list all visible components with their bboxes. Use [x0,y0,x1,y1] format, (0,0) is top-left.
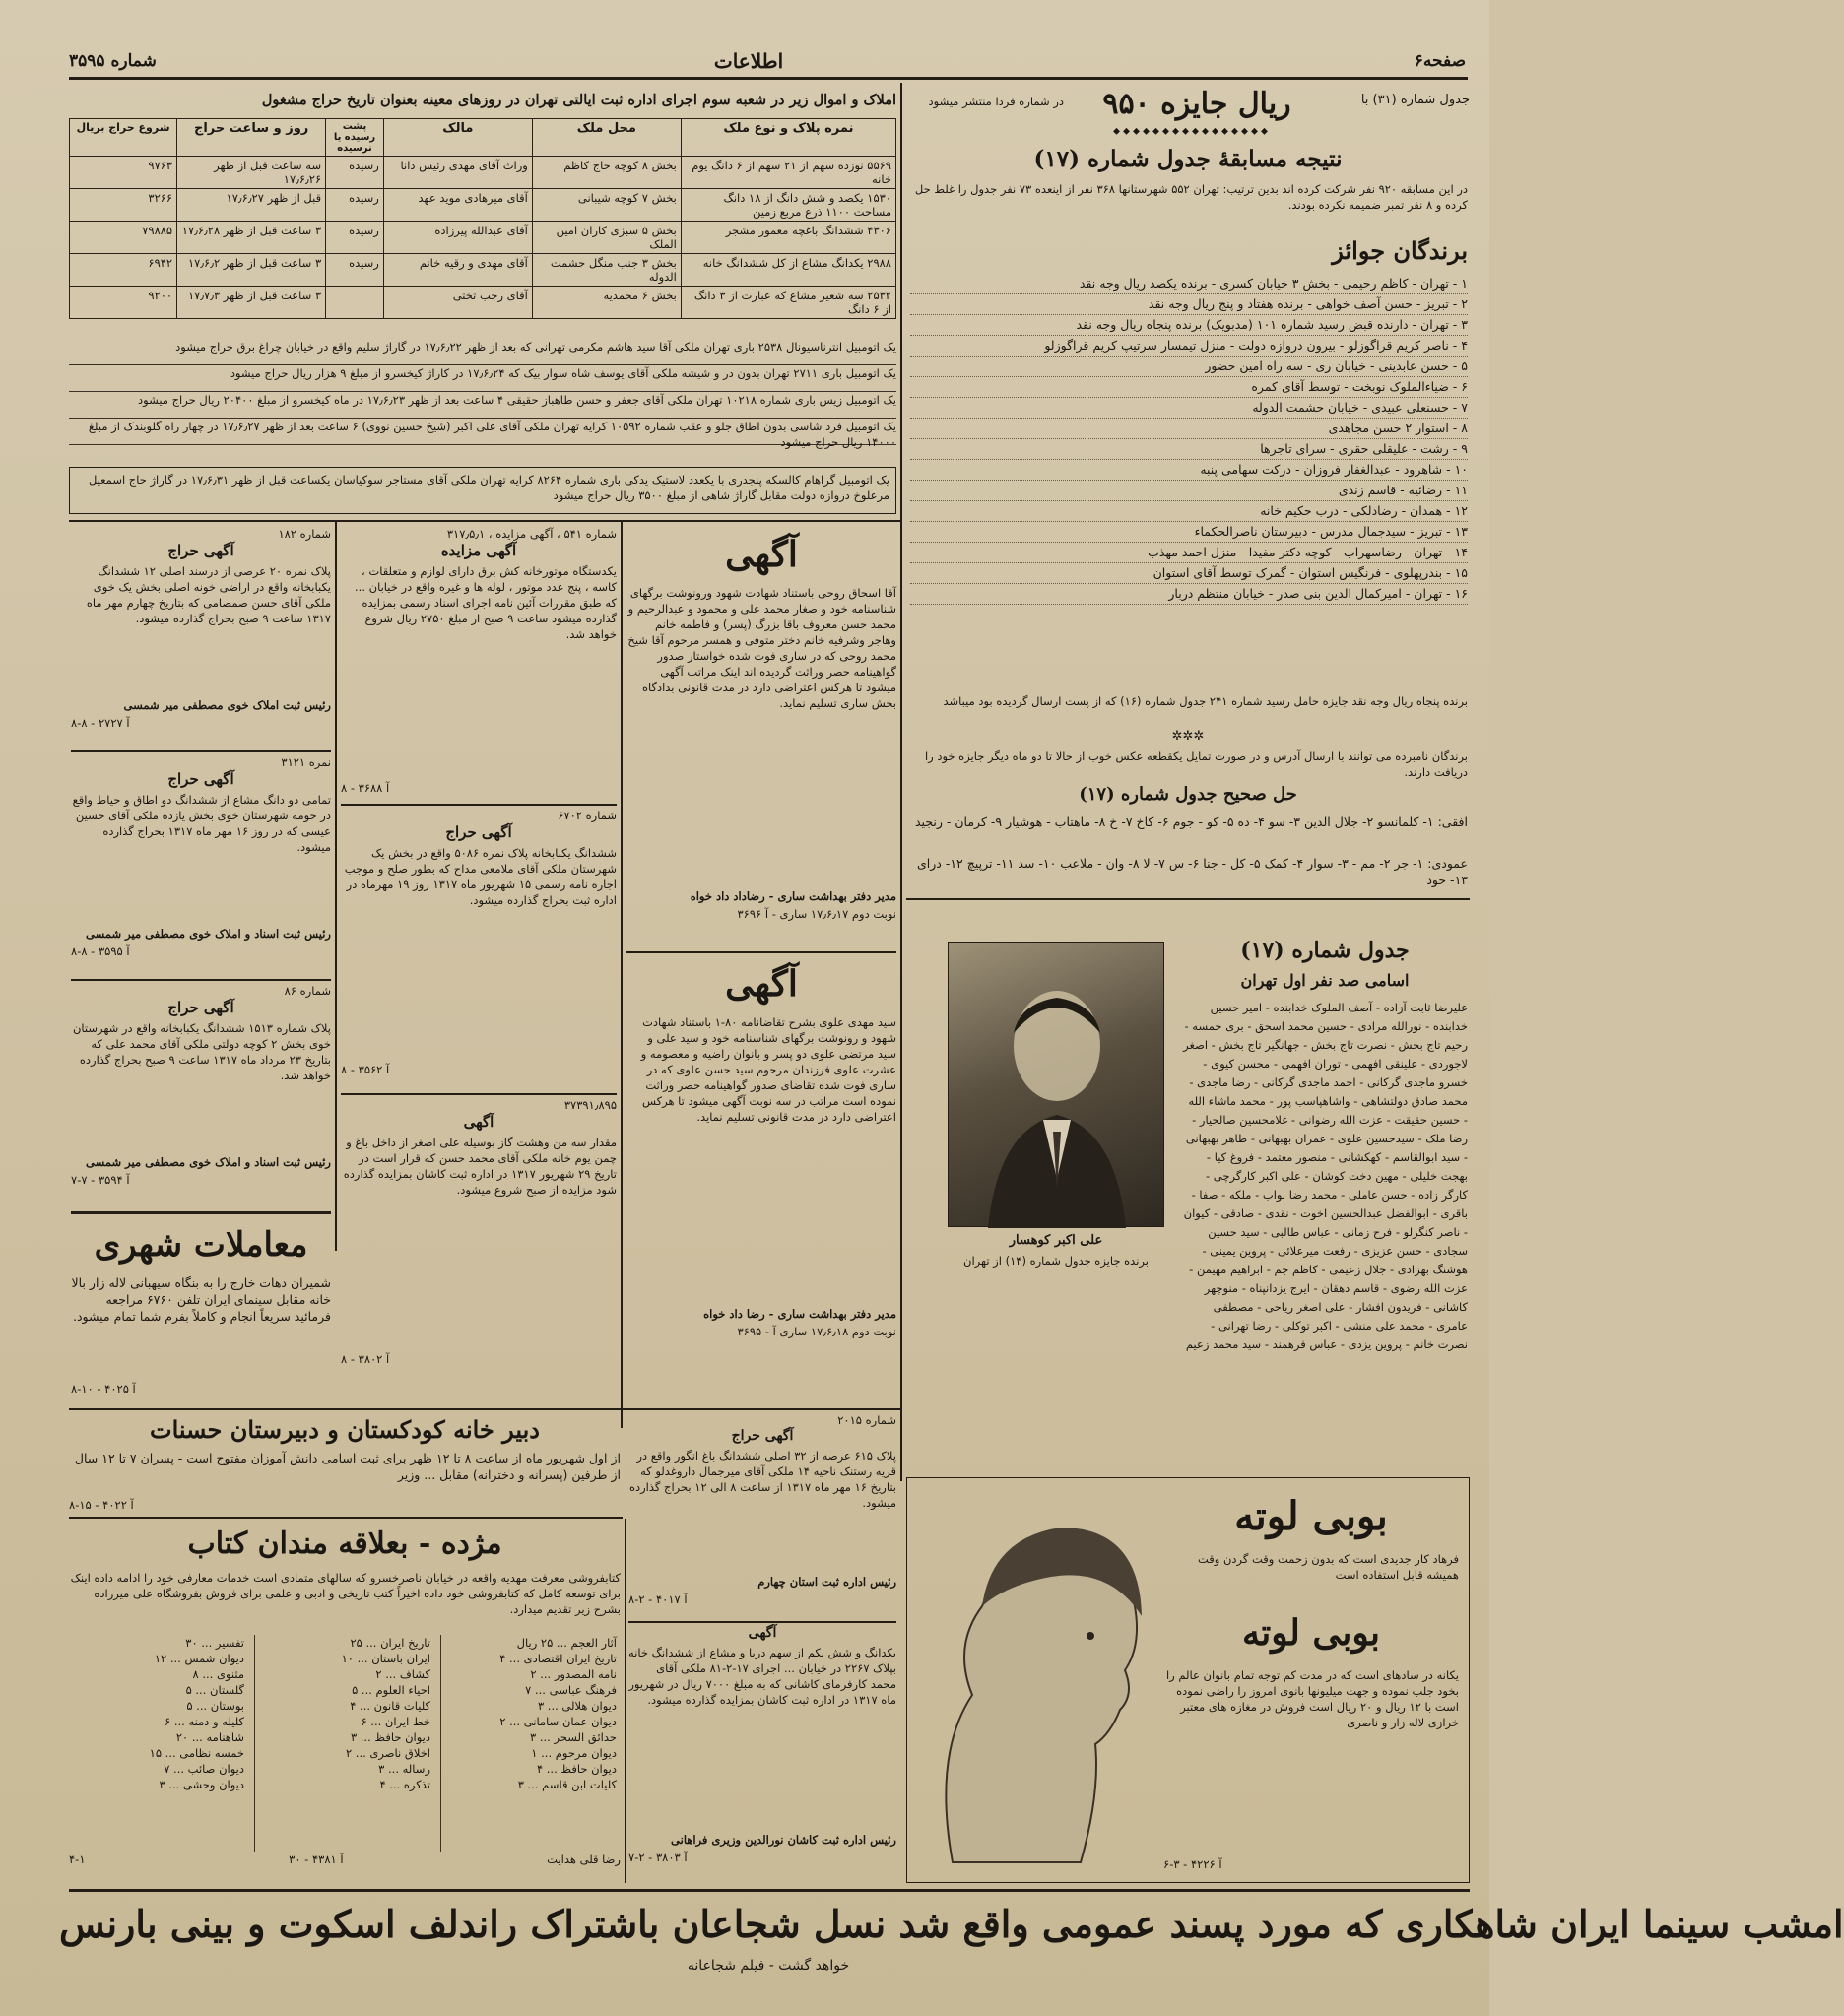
cell: ۱۵۳۰ یکصد و شش دانگ از ۱۸ دانگ مساحت ۱۱۰۰ ذرع مربع زمین [681,189,895,222]
cell: ۶۹۴۲ [70,254,177,287]
col-owner: مالک [383,119,532,157]
cell: رسیده [326,222,384,254]
cell: ۷۹۸۸۵ [70,222,177,254]
product-title: بوبی لوته [1234,1493,1388,1539]
cell: رسیده [326,157,384,189]
cell: بخش ۳ جنب منگل حشمت الدوله [532,254,681,287]
real-estate-title: معاملات شهری [94,1225,308,1265]
middle-ad-2 [628,1625,896,1883]
school-footer: آ ۴۰۲۲ - ۱۵-۸ [69,1498,134,1512]
ad-title: آگهی حراج [167,999,234,1016]
cell: ۵۵۶۹ نوزده سهم از ۲۱ سهم از ۶ دانگ یوم خانه [681,157,895,189]
book-item: کلیله و دمنه ... ۶ [165,1715,244,1728]
cell: قبل از ظهر ۱۷٫۶٫۲۷ [177,189,326,222]
book-item: دیوان حافظ ... ۴ [536,1762,617,1776]
winner-item: ۱۶ - تهران - امیرکمال الدین بنی صدر - خیابان منتظم دربار [910,584,1468,605]
table-row [70,287,896,319]
portrait-caption-name: علی اکبر کوهسار [1009,1233,1103,1248]
cinema-subline: خواهد گشت - فیلم شجاعانه [687,1958,850,1974]
ad-ref: شماره ۲۰۱۵ [837,1413,896,1427]
books-title: مژده - بعلاقه مندان کتاب [187,1527,502,1561]
book-item: دیوان حافظ ... ۳ [350,1730,430,1744]
ad-footer: آ ۳۵۹۵ - ۸-۸ [71,944,130,958]
school-body: از اول شهریور ماه از ساعت ۸ تا ۱۲ ظهر برای ثبت اسامی دانش آموزان مفتوح است - پسران ۷ تا ۱۲ سال از طرفین (پسرانه و دخترانه) مقابل ... وزیر [74,1451,621,1482]
book-item: تفسیر ... ۳۰ [185,1636,244,1650]
solution-horizontal: افقی: ۱- کلمانسو ۲- جلال الدین ۳- سو ۴- ده ۵- کو - جوم ۶- کاخ ۷- خ ۸- ماهتاب - هوشیار ۹- کرمان - رنجید [915,814,1468,829]
book-item: نامه المصدور ... ۲ [530,1667,617,1681]
notice-footer: نوبت دوم ۱۷٫۶٫۱۷ ساری - آ ۳۶۹۶ [737,907,896,921]
banner-prefix: جدول شماره (۳۱) با [1360,93,1470,107]
ad-body: تمامی دو دانگ مشاع از ششدانگ دو اطاق و حیاط واقع در حومه شهرستان خوی بخش یازده ملکی آقای حسین عیسی که در روز ۱۶ مهر ماه ۱۳۱۷ بحراج گذارده میشود. [72,793,331,854]
solution-title: حل صحیح جدول شماره (۱۷) [1079,784,1297,805]
book-item: گلستان ... ۵ [185,1683,244,1697]
books-footer [69,1852,621,1869]
spacer [341,1385,617,1404]
ad-divider [341,804,617,806]
ad-body: ششدانگ یکبابخانه پلاک نمره ۵۰۸۶ واقع در بخش یک شهرستان ملکی آقای ملامعی مداح که بطور صلح و موجب اجاره نامه رسمی ۱۵ شهریور ماه ۱۳۱۷ روز ۱۹ مهرماه در اداره ثبت بحراج گذارده میشود. [344,846,617,907]
cell: ۹۷۶۳ [70,157,177,189]
cell: ۳۲۶۶ [70,189,177,222]
puzzle-rule [906,898,1470,900]
middle-ad-1 [628,1412,896,1619]
notice-body: سید مهدی علوی بشرح تقاضانامه ۸۰-۱ باستناد شهادت شهود و رونوشت برگهای شناسنامه خود و سید علی و سید مرتضی علوی دو پسر و بانوان راضیه و معصومه و عشرت علوی فرزندان مرحوم سید حسن علوی که در ساری فوت شده تقاضای صدور گواهینامه حصر وراثت نموده است مراتب در سه نوبت آگهی میشود تا هرکس اعتراضی دارد در مدت قانونی تسلیم نماید. [640,1015,896,1124]
claim-note: برندگان نامبرده می توانند با ارسال آدرس و در صورت تمایل یکقطعه عکس خوب از حالا تا دو ماه دیگر جایزه خود را دریافت دارند. [924,749,1468,779]
list-subtitle: اسامی صد نفر اول تهران [1240,971,1410,990]
winner-item: ۱۰ - شاهرود - عبدالغفار فروزان - درکت سهامی پنبه [910,460,1468,481]
book-item: آثار العجم ... ۲۵ ریال [516,1636,617,1650]
table-row [70,157,896,189]
puzzle-result-title: نتیجه مسابقهٔ جدول شماره (۱۷) [1033,146,1343,172]
book-item: کلیات قانون ... ۴ [350,1699,430,1713]
notice-signature: مدیر دفتر بهداشت ساری - رضا داد خواه [703,1307,896,1321]
car-notice: یک اتومبیل باری ۲۷۱۱ تهران بدون در و شیشه ملکی آقای یوسف شاه سوار بیک که ۱۷٫۶٫۲۴ در کاراژ کیخسرو از مبلغ ۹ هزار ریال حراج میشود [69,365,896,392]
ad-title: آگهی حراج [167,542,234,559]
cinema-rule [69,1889,1470,1892]
cell: ۳ ساعت قبل از ظهر ۱۷٫۷٫۳ [177,287,326,319]
real-estate-footer: آ ۴۰۲۵ - ۱۰-۸ [71,1382,136,1396]
school-title: دبیر خانه کودکستان و دبیرستان حسنات [150,1415,540,1444]
winner-item: ۷ - حسنعلی عبیدی - خیابان حشمت الدوله [910,398,1468,419]
section-rule [69,1408,900,1410]
cell: ۴۳۰۶ ششدانگ باغچه معمور مشجر [681,222,895,254]
col-start-price: شروع حراج بریال [70,119,177,157]
car-notice-boxed: یک اتومبیل گراهام کالسکه پنجدری با یکعدد لاستیک یدکی باری شماره ۸۲۶۴ کرایه تهران ملکی آقای مستاجر سوکیاسان یکساعت قبل از ظهر ۱۷٫۶٫۳۱ در گاراژ حاج اسمعیل مرعلوخ دروازه دولت مقابل گاراژ شاهی از مبلغ ۳۵۰۰ ریال حراج میشود [69,467,896,514]
cell: آقای عبدالله پیرزاده [383,222,532,254]
ad-ref: ۳۷۳۹۱٫۸۹۵ [563,1098,617,1112]
car-notice: یک اتومبیل انترناسیونال ۲۵۳۸ باری تهران ملکی آقا سید هاشم مکرمی تهرانی که بعد از ظهر ۱۷٫۶٫۲۲ در گاراژ سلیم واقع در خیابان چراغ برق حراج میشود [69,339,896,365]
books-list [69,1635,621,1852]
winner-item: ۴ - ناصر کریم قراگوزلو - بیرون دروازه دولت - منزل تیمسار سرتیپ کریم قراگوزلو [910,336,1468,357]
books-ad [69,1521,621,1885]
books-footer-right: ۴-۱ [69,1853,86,1866]
col-plate: نمره پلاک و نوع ملک [681,119,895,157]
ad-body: یکدستگاه موتورخانه کش برق دارای لوازم و متعلقات ، کاسه ، پنج عدد موتور ، لوله ها و غیره واقع در خیابان ... که طبق مقررات آئین نامه اجرای اسناد رسمی بمزایده گذارده میشود ساعت ۹ صبح از مبلغ ۲۷۵۰ ریال شروع خواهد شد. [355,564,617,641]
puzzle-banner [906,83,1470,130]
cell: آقای میرهادی موید عهد [383,189,532,222]
book-item: احیاء العلوم ... ۵ [352,1683,430,1697]
section-rule [69,1517,623,1519]
table-row [70,254,896,287]
cell: ۳ ساعت قبل از ظهر ۱۷٫۶٫۲ [177,254,326,287]
ad-footer: آ ۲۷۲۷ - ۸-۸ [71,716,130,730]
auction-ad-1 [341,526,617,802]
book-item: کلیات ابن قاسم ... ۳ [517,1778,617,1791]
notice-signature: مدیر دفتر بهداشت ساری - رضاداد داد خواه [690,889,896,903]
book-item: شاهنامه ... ۲۰ [175,1730,244,1744]
cell: وراث آقای مهدی رئیس دانا [383,157,532,189]
left-ad-2 [71,754,331,977]
book-item: بوستان ... ۵ [186,1699,244,1713]
book-item: ایران باستان ... ۱۰ [341,1652,430,1665]
ad-ref: شماره ۶۷۰۲ [558,809,617,822]
col-receipt: پشت رسیده یا نرسیده [326,119,384,157]
ad-footer: آ ۳۵۹۴ - ۷-۷ [71,1173,130,1187]
ad-body: پلاک ۶۱۵ عرصه از ۳۲ اصلی ششدانگ باغ انگور واقع در قریه رستنک ناحیه ۱۴ ملکی آقای میرجمال داروغدلو که بتاریخ ۱۶ مهر ماه ۱۳۱۷ از ساعت ۸ الی ۱۲ بحراج گذارده میشود. [628,1449,896,1510]
book-item: حدائق السحر ... ۳ [530,1730,617,1744]
ad-footer: آ ۳۵۶۲ - ۸ [341,1063,390,1076]
book-item: دیوان هلالی ... ۳ [537,1699,617,1713]
auction-ad-2 [341,808,617,1093]
column-rule [335,522,337,1251]
paper-name: اطلاعات [713,49,784,73]
winner-item: ۳ - تهران - دارنده قبض رسید شماره ۱۰۱ (مدبویک) برنده پنجاه ریال وجه نقد [910,315,1468,336]
cell: آقای رجب تختی [383,287,532,319]
cell [326,287,384,319]
ad-title: آگهی حراج [731,1428,794,1444]
column-rule [625,1519,626,1883]
winner-item: ۱۵ - بندرپهلوی - فرنگیس استوان - گمرک توسط آقای استوان [910,563,1468,584]
notice-body: آقا اسحاق روحی باستناد شهادت شهود ورونوشت برگهای شناسنامه خود و صغار محمد علی و محمود و عبدالرحیم و محمد حسن معروف باقا بزرگ (پسر) و فاطمه خانم وهاجر وشرفیه خانم دختر متوفی و همسر مرحوم آقا شیخ محمد روحی که در ساری فوت شده خواستار صدور گواهینامه حصر وراثت گردیده اند اینک مراتب آگهی میشود تا هرکس اعتراضی دارد در مدت قانونی بدادگاه بخش ساری تسلیم نماید. [627,586,896,710]
car-notices [69,339,896,467]
cell: بخش ۸ کوچه حاج کاظم [532,157,681,189]
col-date: روز و ساعت حراج [177,119,326,157]
ad-footer: آ ۳۸۰۲ - ۸ [341,1352,390,1366]
solution-vertical: عمودی: ۱- جر ۲- مم - ۳- سوار ۴- کمک ۵- کل - جنا ۶- س ۷- لا ۸- وان - ملاعب ۱۰- سد ۱۱- ترپیچ ۱۲- درای ۱۳- خود [917,856,1468,887]
ad-ref: شماره ۱۸۲ [278,527,331,541]
book-item: تذکره ... ۴ [379,1778,430,1791]
list-title: جدول شماره (۱۷) [1240,938,1410,963]
book-item: خمسه نظامی ... ۱۵ [149,1746,244,1760]
left-ad-3 [71,983,331,1205]
notice-1 [626,526,896,959]
ad-signature: رئیس اداره ثبت استان چهارم [757,1575,896,1589]
ad-title: آگهی [463,1113,494,1131]
real-estate-ad [71,1217,331,1406]
cell: ۲۹۸۸ یکدانگ مشاع از کل ششدانگ خانه [681,254,895,287]
car-notice: یک اتومبیل زیس باری شماره ۱۰۲۱۸ تهران ملکی آقای جعفر و حسن طاهباز حقیقی ۴ ساعت بعد از ظهر ۱۷٫۶٫۲۳ در ماه کیخسرو از مبلغ ۲۰۴۰۰ ریال حراج میشود [69,392,896,419]
book-item: دیوان صائب ... ۷ [164,1762,244,1776]
winner-item: ۱۲ - همدان - رضادلکی - درب حکیم خانه [910,501,1468,522]
cinema-banner: امشب سینما ایران شاهکاری که مورد پسند عمومی واقع شد نسل شجاعان باشتراک راندلف اسکوت و بینی بارنس [59,1902,1844,1946]
ad-signature: رئیس ثبت اسناد و املاک خوی مصطفی میر شمسی [86,927,331,941]
winner-item: ۶ - ضیاءالملوک نوبخت - توسط آقای کمره [910,377,1468,398]
auction-table-header [70,119,896,157]
book-item: دیوان شمس ... ۱۲ [154,1652,244,1665]
cell: بخش ۷ کوچه شیبانی [532,189,681,222]
book-item: دیوان عمان سامانی ... ۲ [499,1715,617,1728]
notice-divider [626,951,896,953]
table-row [70,189,896,222]
issue-number: شماره ۳۵۹۵ [69,51,157,71]
masthead-rule [69,77,1468,80]
school-ad [69,1412,621,1515]
winners-list [910,274,1468,687]
ad-divider [71,750,331,752]
puzzle-intro: در این مسابقه ۹۲۰ نفر شرکت کرده اند بدین ترتیب: تهران ۵۵۲ شهرستانها ۳۶۸ نفر از اینعده ۷۳ نفر جدول را غلط حل کرده و ۸ نفر تمبر ضمیمه نکرده بودند. [914,182,1468,212]
ad-ref: شماره ۵۴۱ ، آگهی مزایده ، ۳۱۷٫۵٫۱ [446,527,617,541]
ad-title: آگهی مزایده [440,542,517,559]
auction-table [69,118,896,335]
auction-ad-3 [341,1097,617,1383]
book-item: خط ایران ... ۶ [361,1715,430,1728]
book-item: اخلاق ناصری ... ۲ [345,1746,430,1760]
notice-2 [626,955,896,1379]
winner-item: ۱ - تهران - کاظم رحیمی - بخش ۳ خیابان کسری - برنده یکصد ریال وجه نقد [910,274,1468,294]
winner-item: ۱۱ - رضائیه - قاسم زندی [910,481,1468,501]
ad-body: پلاک نمره ۲۰ عرصی از درسند اصلی ۱۲ ششدانگ یکبابخانه واقع در اراضی خونه اصلی بخش یک خوی ملکی آقای حسن صمصامی که بتاریخ چهارم مهر ماه ۱۳۱۷ ساعت ۹ صبح بحراج گذارده میشود. [86,564,331,625]
left-ad-1 [71,526,331,748]
col-location: محل ملک [532,119,681,157]
banner-prize: ۹۵۰ ریال جایزه [1102,87,1291,121]
ad-title: آگهی حراج [445,823,512,841]
ad-divider [341,1093,617,1095]
page-label: صفحه۶ [1414,51,1466,71]
cell: ۲۵۳۲ سه شعیر مشاع که عبارت از ۳ دانگ از ۶ دانگ [681,287,895,319]
portrait-illustration [949,943,1165,1228]
product-subtitle: فرهاد کار جدیدی است که بدون زحمت وقت گردن وقت همیشه قابل استفاده است [1197,1552,1459,1582]
cell: سه ساعت قبل از ظهر ۱۷٫۶٫۲۶ [177,157,326,189]
ad-ref: شماره ۸۶ [284,984,331,998]
product-title-secondary: بوبی لوته [1241,1612,1381,1654]
stars-divider: ✲✲✲ [1171,729,1205,744]
book-item: کشاف ... ۲ [375,1667,430,1681]
winner-item: ۱۴ - تهران - رضاسهراب - کوچه دکتر مفیدا - منزل احمد مهذب [910,543,1468,563]
ad-title: آگهی حراج [167,770,234,788]
ad-signature: رئیس اداره ثبت کاشان نورالدین وزیری فراهانی [671,1833,896,1847]
table-row [70,222,896,254]
ad-divider [628,1621,896,1623]
winner-item: ۸ - استوار ۲ حسن مجاهدی [910,419,1468,439]
ad-footer: آ ۳۶۸۸ - ۸ [341,781,390,795]
cell: ۳ ساعت قبل از ظهر ۱۷٫۶٫۲۸ [177,222,326,254]
ad-body: پلاک شماره ۱۵۱۳ ششدانگ یکبابخانه واقع در شهرستان خوی بخش ۲ کوچه دولتی ملکی آقای محمد علی که بتاریخ ۲۳ مرداد ماه ۱۳۱۷ ساعت ۹ صبح بحراج گذارده خواهد شد. [72,1021,331,1082]
cell: بخش ۶ محمدیه [532,287,681,319]
winner-item: ۵ - حسن عابدینی - خیابان ری - سه راه امین حضور [910,357,1468,377]
ad-footer: آ ۴۰۱۷ - ۲-۸ [628,1593,688,1606]
column-rule [621,522,623,1428]
book-item: مثنوی ... ۸ [192,1667,244,1681]
ad-title: آگهی [748,1625,777,1641]
cell: آقای مهدی و رقیه خانم [383,254,532,287]
winner-item: ۲ - تبریز - حسن آصف خواهی - برنده هفتاد و پنج ریال وجه نقد [910,294,1468,315]
winners-note: برنده پنجاه ریال وجه نقد جایزه حامل رسید شماره ۲۴۱ جدول شماره (۱۶) که از پست ارسال گردیده بود میباشد [943,694,1468,708]
real-estate-body: شمیران دهات خارج را به بنگاه سیهبانی لاله زار بالا خانه مقابل سینمای ایران تلفن ۶۷۶۰ مراجعه فرمائید سریعاً انجام و کاملاً بفرم شما تمام میشود. [71,1275,331,1324]
top-names-list: علیرضا ثابت آزاده - آصف الملوک خدابنده - امیر حسین خدابنده - نورالله مرادی - حسین محمد اسحق - بری خمسه - رحیم تاج بخش - نصرت تاج بخش - جهانگیر تاج بخش - اصغر لاجوردی - علینقی افهمی - توران افهمی - محسن کیوی - خسرو ماجدی گرکانی - احمد ماجدی گرکانی - رضا ماجدی - محمد صادق دولتشاهی - واشاهپاسب پور - محمد ماشاء الله - حسین حقیقت - عزت الله رضوانی - غلامحسین صالحیار - رضا ملک - سیدحسین علوی - عمران بهبهانی - طاهر بهبهانی - سید ابوالقاسم - کهکشانی - منصور معتمد - فروغ کیا - بهجت خلیلی - مهین دخت کوشان - علی اکبر کارگرچی - کارگر زاده - حسن عاملی - محمد رضا نواب - ملکه - صفا - باقری - ابوالفضل عبدالحسین اخوت - نقدی - صادقی - کیوان - ناصر کنگرلو - فرح زمانی - عباس طالبی - سید حسین سجادی - حسن عزیزی - رفعت میرعلائی - پروین یمینی - هوشنگ بهزادی - جلال زعیمی - کاظم جم - ابراهیم مهیمن - عزت الله رضوی - قاسم دهقان - ایرج یزدانپناه - منوچهر کاشانی - فریدون افشار - علی اصغر ریاحی - مصطفی عامری - محمد علی منشی - اکبر توکلی - رضا تهرانی - نصرت خانم - پروین یزدی - عباس فرهمند - سید محمد زعیم [1183,1001,1468,1351]
winner-portrait [948,942,1164,1227]
books-column [254,1635,434,1852]
ad-signature: رئیس ثبت اسناد و املاک خوی مصطفی میر شمسی [86,1155,331,1169]
book-item: تاریخ ایران ... ۲۵ [350,1636,430,1650]
ad-divider [71,1211,331,1214]
winners-title: برندگان جوائز [1332,236,1468,265]
book-item: رساله ... ۳ [378,1762,430,1776]
ad-footer: آ ۳۸۰۳ - ۲-۷ [628,1851,688,1864]
section-rule [69,520,900,522]
book-item: تاریخ ایران اقتصادی ... ۴ [499,1652,617,1665]
book-item: دیوان وحشی ... ۳ [159,1778,244,1791]
cell: رسیده [326,189,384,222]
book-item: دیوان مرحوم ... ۱ [531,1746,617,1760]
product-ad [906,1477,1470,1883]
ad-ref: نمره ۳۱۲۱ [281,755,331,769]
auction-heading: املاک و اموال زیر در شعبه سوم اجرای اداره ثبت ایالتی تهران در روزهای معینه بعنوان تاریخ حراج مشغول [261,92,896,108]
books-footer-center: آ ۴۳۸۱ - ۳۰ [289,1853,344,1866]
woman-profile-illustration [913,1498,1150,1872]
books-footer-left: رضا قلی هدایت [547,1853,621,1866]
portrait-caption-detail: برنده جایزه جدول شماره (۱۴) از تهران [963,1254,1149,1268]
cell: رسیده [326,254,384,287]
books-column [440,1635,621,1852]
ad-body: مقدار سه من وهشت گاز بوسیله علی اصغر از داخل باغ و چمن یوم خانه ملکی آقای محمد حسن که قرار است در تاریخ ۲۹ شهریور ۱۳۱۷ در اداره ثبت کاشان بمزایده گذارده شود مزایده از صبح شروع میشود. [343,1136,617,1197]
books-body: کتابفروشی معرفت مهدیه واقعه در خیابان ناصرخسرو که سالهای متمادی است خدمات معارفی خود را ادامه داده اینک برای توسعه کامل که کتابفروشی خود داده اخیراً کتب تاریخی و ادبی و علمی برای فروش بفروشگاه علی میرزاده بشرح زیر تقدیم میدارد. [70,1571,621,1616]
book-item: فرهنگ عباسی ... ۷ [525,1683,617,1697]
cell: ۹۲۰۰ [70,287,177,319]
car-notice: یک اتومبیل فرد شاسی بدون اطاق جلو و عقب شماره ۱۰۵۹۲ کرایه تهران ملکی آقای علی اکبر (شیخ حسین نووی) ۶ ساعت بعد از ظهر ۱۷٫۶٫۲۷ در چهار راه گلوبندک از مبلغ ۱۴۰۰۰ ریال حراج میشود [69,419,896,445]
column-rule-right [900,83,902,1481]
ad-signature: رئیس ثبت املاک خوی مصطفی میر شمسی [123,698,331,712]
cell: بخش ۵ سبزی کاران امین الملک [532,222,681,254]
product-footer: آ ۴۲۲۶ - ۳-۶ [1163,1857,1222,1871]
winner-item: ۹ - رشت - علیقلی حقری - سرای تاجرها [910,439,1468,460]
notice-title: آگهی [725,534,798,575]
banner-ornament: ⬥⬥⬥⬥⬥⬥⬥⬥⬥⬥⬥⬥⬥⬥⬥⬥ [1113,126,1271,137]
books-column [69,1635,248,1852]
ad-body: یکدانگ و شش یکم از سهم دریا و مشاع از ششدانگ خانه بپلاک ۲۲۶۷ در خیابان ... اجرای ۱۷-۲-۸۱ ملکی آقای محمد کارفرمای کاشانی که به مبلغ ۷۰۰۰ ریال در شهریور ماه ۱۳۱۷ در اداره ثبت کاشان بمزایده گذارده میشود. [628,1646,896,1707]
notice-footer: نوبت دوم ۱۷٫۶٫۱۸ ساری آ - ۳۶۹۵ [737,1325,896,1338]
notice-title: آگهی [725,963,798,1005]
winner-item: ۱۳ - تبریز - سیدجمال مدرس - دبیرستان ناصرالحکماء [910,522,1468,543]
ad-divider [71,979,331,981]
banner-suffix: در شماره فردا منتشر میشود [928,95,1064,108]
product-body: یکانه در سادهای است که در مدت کم توجه تمام بانوان عالم را بخود جلب نموده و جهت میلیونها بانوی امروز را راضی نموده است با ۱۲ ریال و ۲۰ ریال است فروش در مغازه های معتبر خرازی لاله زار و ناصری [1165,1668,1459,1729]
